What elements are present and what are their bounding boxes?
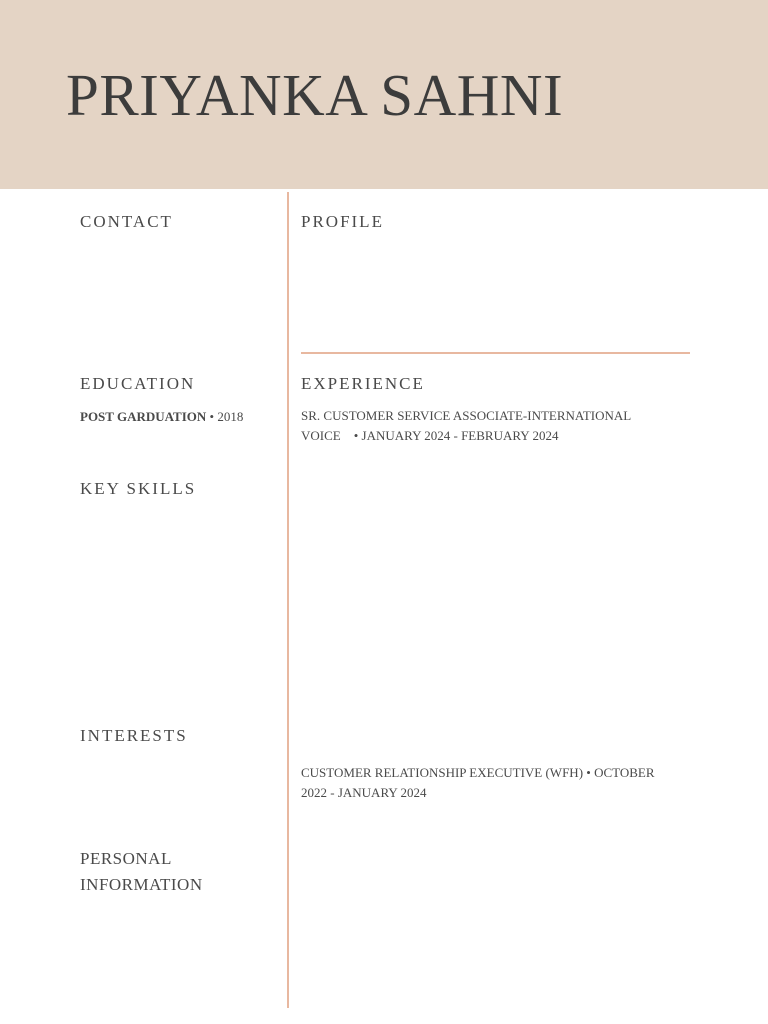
job-1-line2: VOICE • JANUARY 2024 - FEBRUARY 2024	[301, 428, 559, 443]
column-divider	[287, 192, 289, 1008]
education-entry	[80, 407, 243, 426]
header-banner	[0, 0, 768, 189]
education-degree: POST GARDUATION	[80, 409, 207, 424]
education-separator: •	[206, 409, 218, 424]
education-heading: EDUCATION	[80, 374, 196, 393]
personal-information-line2: INFORMATION	[80, 875, 203, 894]
profile-divider	[301, 352, 690, 354]
job-2-line2: 2022 - JANUARY 2024	[301, 785, 427, 800]
key-skills-heading: KEY SKILLS	[80, 479, 197, 498]
interests-heading: INTERESTS	[80, 726, 188, 745]
job-1-line1: SR. CUSTOMER SERVICE ASSOCIATE-INTERNATIONAL	[301, 408, 632, 423]
profile-heading: PROFILE	[301, 212, 384, 231]
personal-information-line1: PERSONAL	[80, 849, 172, 868]
contact-heading: CONTACT	[80, 212, 173, 231]
job-entry-2	[301, 763, 691, 803]
candidate-name: PRIYANKA SAHNI	[66, 62, 564, 128]
job-entry-1	[301, 406, 691, 446]
personal-information-heading	[80, 846, 203, 898]
experience-heading: EXPERIENCE	[301, 374, 425, 393]
education-year: 2018	[217, 409, 244, 424]
job-2-line1: CUSTOMER RELATIONSHIP EXECUTIVE (WFH) • OCTOBER	[301, 765, 655, 780]
